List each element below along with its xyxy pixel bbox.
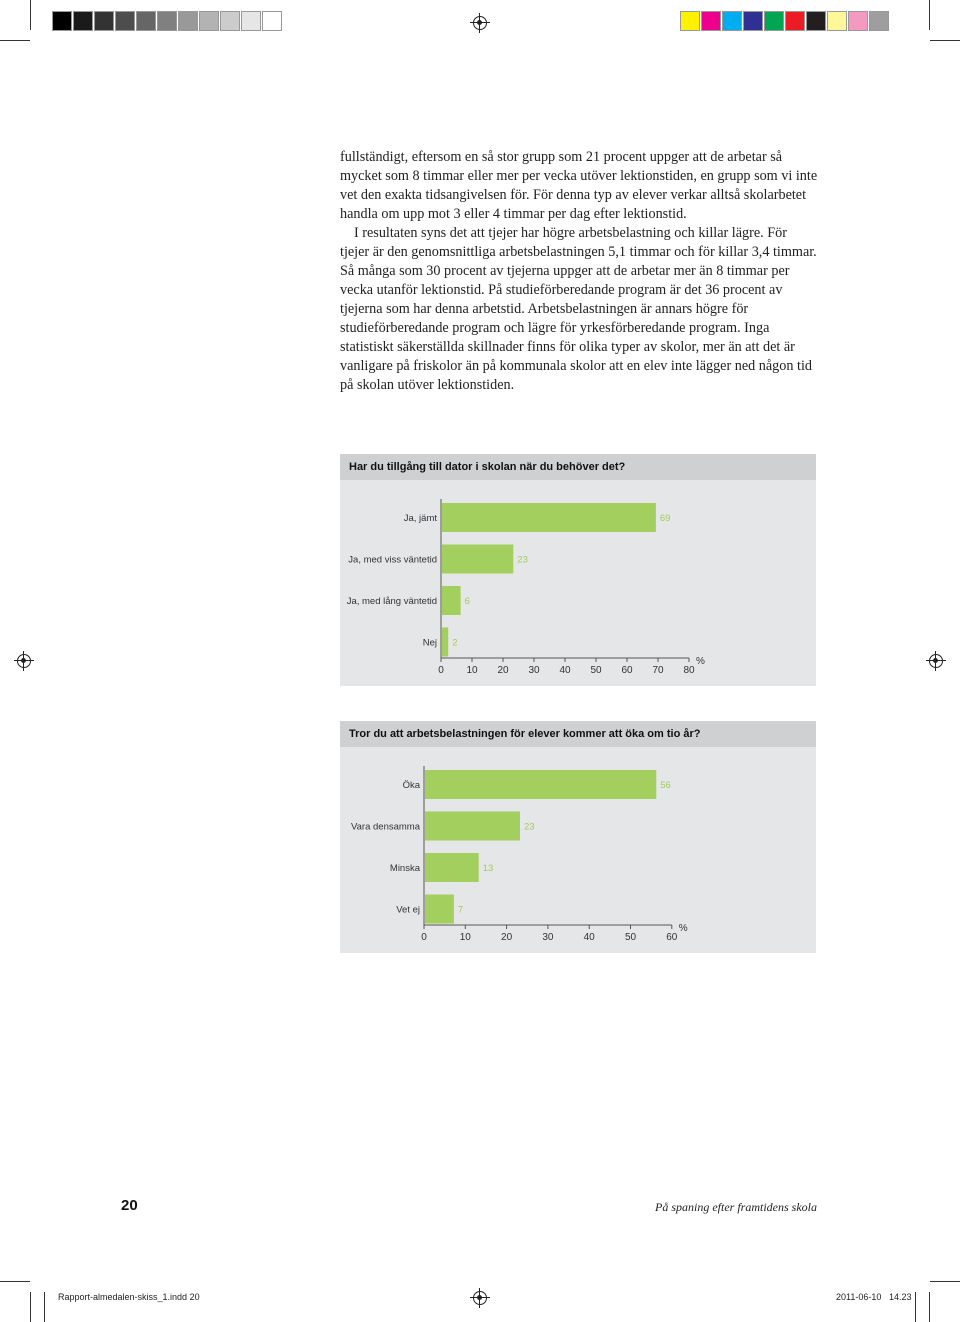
category-label: Ja, med lång väntetid: [346, 596, 437, 607]
category-label: Ja, jämt: [403, 513, 437, 524]
color-swatch: [764, 11, 784, 31]
tick-label: 40: [559, 665, 571, 676]
registration-mark-icon: [473, 16, 487, 30]
color-swatch: [827, 11, 847, 31]
tick-label: 0: [421, 932, 427, 943]
value-label: 7: [457, 904, 464, 916]
category-label: Öka: [402, 780, 420, 791]
value-label: 23: [517, 554, 528, 566]
bar: [442, 586, 461, 615]
bar: [442, 503, 656, 532]
tick-label: 10: [466, 665, 478, 676]
gray-swatch: [115, 11, 135, 31]
gray-swatch: [157, 11, 177, 31]
page-number: 20: [121, 1197, 138, 1214]
unit-label: %: [678, 923, 688, 934]
chart-title: Har du tillgång till dator i skolan när du behöver det?: [340, 454, 816, 480]
slug-file: Rapport-almedalen-skiss_1.indd 20: [58, 1292, 200, 1302]
bar: [425, 853, 479, 882]
slug-time: 14.23: [889, 1292, 912, 1302]
chart-plot: [340, 747, 816, 953]
gray-swatch: [178, 11, 198, 31]
gray-swatch: [199, 11, 219, 31]
bar: [425, 812, 520, 841]
crop-mark: [929, 0, 930, 30]
gray-swatch: [136, 11, 156, 31]
gray-swatch: [241, 11, 261, 31]
bar: [425, 895, 454, 924]
body-text: [340, 148, 818, 395]
registration-mark-icon: [473, 1291, 487, 1305]
tick-label: 60: [666, 932, 678, 943]
tick-label: 70: [652, 665, 664, 676]
tick-label: 0: [438, 665, 444, 676]
color-swatch: [680, 11, 700, 31]
value-label: 23: [523, 821, 535, 833]
bar: [442, 628, 448, 657]
category-label: Minska: [389, 863, 420, 874]
value-label: 6: [464, 596, 470, 607]
gray-swatch: [73, 11, 93, 31]
crop-mark: [930, 1281, 960, 1282]
value-label: 56: [660, 780, 671, 791]
chart-plot: [340, 480, 816, 686]
tick-label: 50: [624, 932, 637, 943]
crop-mark: [930, 40, 960, 41]
publication-title: På spaning efter framtidens skola: [655, 1200, 817, 1214]
gray-swatch: [52, 11, 72, 31]
crop-mark: [44, 1292, 45, 1322]
tick-label: 10: [459, 932, 471, 943]
gray-swatch: [262, 11, 282, 31]
tick-label: 20: [497, 665, 509, 676]
registration-mark-icon: [929, 654, 943, 668]
value-label: 69: [659, 513, 671, 524]
paragraph: I resultaten syns det att tjejer har högre arbetsbelastning och killar lägre. För tjejer är den genomsnittliga arbetsbelastningen 5,1 timmar och för killar 3,4 timmar. Så många som 30 procent av tjejerna uppger att de arbetar mer än 8 timmar per vecka utanför lektionstid. På studieförberedande program är det 36 procent av tjejerna som har denna arbetstid. Arbetsbelastningen är annars högre för studieförberedande program och lägre för yrkesförberedande program. Inga statistiskt säkerställda skillnader finns för olika typer av skolor, mer än att det är vanligare på friskolor än på kommunala skolor att en elev inte lägger ned någon tid på skolan utöver lektionstiden.: [340, 225, 817, 393]
tick-label: 20: [501, 932, 513, 943]
gray-swatch: [220, 11, 240, 31]
paragraph: fullständigt, eftersom en så stor grupp som 21 procent uppger att de arbetar så mycket som 8 timmar eller mer per vecka utöver lektionstiden, en grupp som vi inte vet den exakta tidsangivelsen för. För denna typ av elever verkar alltså skolarbetet handla om upp mot 3 eller 4 timmar per dag efter lektionstid.: [340, 149, 818, 222]
chart-workload-forecast: [340, 721, 816, 953]
registration-mark-icon: [17, 654, 31, 668]
slug-date: 2011-06-10: [836, 1292, 882, 1302]
chart-computer-access: [340, 454, 816, 686]
crop-mark: [30, 0, 31, 30]
tick-label: 30: [528, 665, 540, 676]
crop-mark: [929, 1292, 930, 1322]
color-swatch: [722, 11, 742, 31]
color-swatch: [701, 11, 721, 31]
category-label: Nej: [422, 637, 437, 649]
category-label: Vet ej: [396, 904, 420, 916]
color-swatch: [785, 11, 805, 31]
unit-label: %: [696, 656, 705, 667]
bar: [425, 770, 656, 799]
crop-mark: [0, 1281, 30, 1282]
gray-swatch: [94, 11, 114, 31]
color-swatch-row: [680, 11, 890, 31]
chart-title: Tror du att arbetsbelastningen för elever kommer att öka om tio år?: [340, 721, 816, 747]
value-label: 2: [452, 637, 458, 649]
crop-mark: [0, 40, 30, 41]
category-label: Ja, med viss väntetid: [348, 554, 437, 566]
value-label: 13: [482, 863, 494, 874]
color-swatch: [743, 11, 763, 31]
gray-swatch-row: [52, 11, 283, 31]
crop-mark: [915, 1292, 916, 1322]
tick-label: 30: [542, 932, 554, 943]
color-swatch: [806, 11, 826, 31]
crop-mark: [30, 1292, 31, 1322]
category-label: Vara densamma: [351, 821, 420, 833]
color-swatch: [869, 11, 889, 31]
tick-label: 60: [621, 665, 633, 676]
tick-label: 50: [590, 665, 602, 676]
tick-label: 40: [583, 932, 595, 943]
color-swatch: [848, 11, 868, 31]
tick-label: 80: [683, 665, 695, 676]
bar: [442, 545, 513, 574]
